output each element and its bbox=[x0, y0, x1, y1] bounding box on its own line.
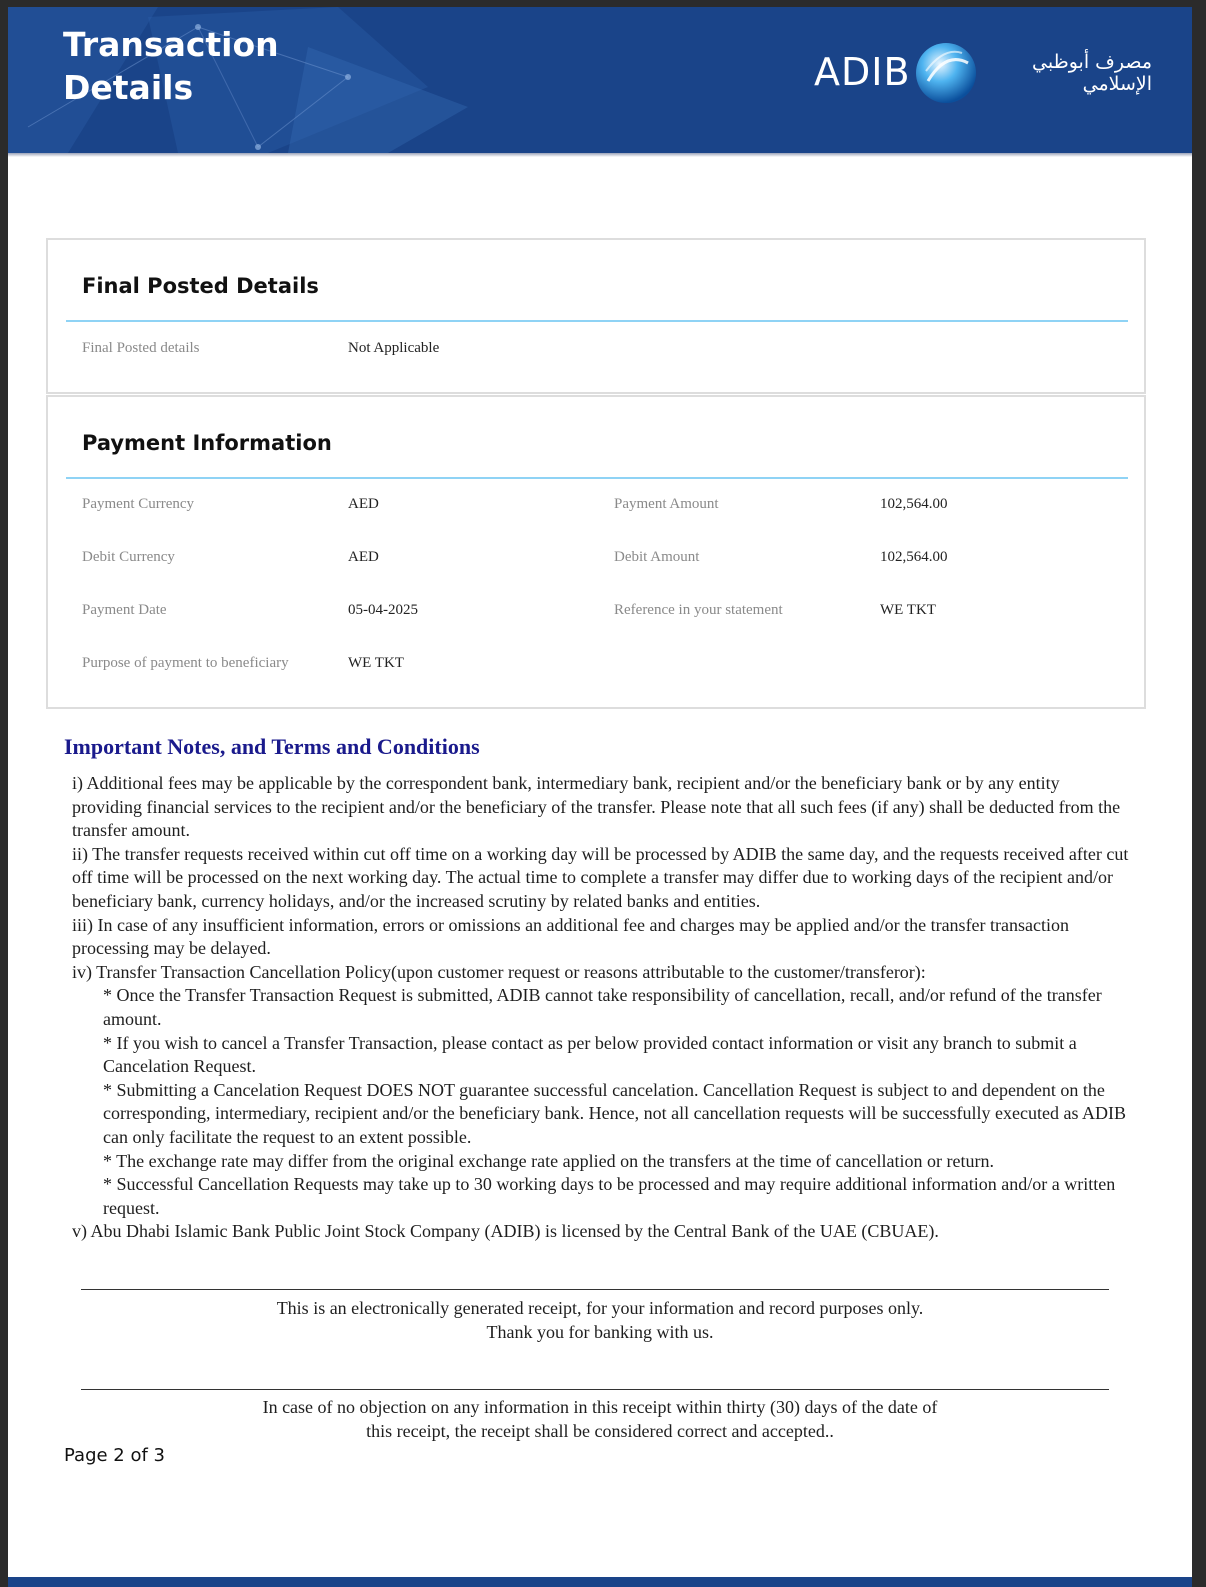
note-sub-item: * The exchange rate may differ from the original exchange rate applied on the transfers at the time of cancellation or return. bbox=[103, 1150, 994, 1171]
section-divider bbox=[66, 477, 1128, 479]
note-sub-item: * Submitting a Cancelation Request DOES NOT guarantee successful cancelation. Cancellation Request is subject to and dependent on the corresponding, intermediary, recipient and/or the beneficiary bank. Hence, not all cancellation requests will be successfully executed as ADIB can only facilitate the request to an extent possible. bbox=[103, 1079, 1126, 1147]
document-header bbox=[8, 7, 1192, 153]
field-label: Debit Amount bbox=[614, 549, 700, 565]
header-shadow bbox=[8, 153, 1192, 157]
field-label: Purpose of payment to beneficiary bbox=[82, 655, 289, 671]
note-sub-item: * If you wish to cancel a Transfer Transaction, please contact as per below provided contact information or visit any branch to submit a Cancelation Request. bbox=[103, 1032, 1077, 1077]
payment-info-card bbox=[46, 395, 1146, 709]
page-title-line1: Transaction bbox=[63, 25, 279, 64]
final-posted-card bbox=[46, 238, 1146, 394]
note-sub-item: * Successful Cancellation Requests may take up to 30 working days to be processed and may require additional information and/or a written request. bbox=[103, 1174, 1116, 1218]
page-number: Page 2 of 3 bbox=[64, 1445, 165, 1466]
logo-arabic-line1: مصرف أبوظبي bbox=[1032, 51, 1152, 73]
globe-icon bbox=[914, 41, 978, 105]
notes-body bbox=[72, 772, 1132, 1244]
receipt-notice-line1: This is an electronically generated receipt, for your information and record purposes only. bbox=[276, 1298, 924, 1318]
field-value: 102,564.00 bbox=[880, 549, 948, 565]
page-title-line2: Details bbox=[63, 68, 194, 107]
objection-notice-line1: In case of no objection on any information in this receipt within thirty (30) days of the date of bbox=[262, 1397, 938, 1417]
field-label: Reference in your statement bbox=[614, 602, 783, 618]
field-value: 102,564.00 bbox=[880, 496, 948, 512]
logo-text: ADIB bbox=[814, 50, 911, 94]
footer-bar bbox=[8, 1577, 1192, 1587]
viewer-border-left bbox=[0, 0, 8, 1587]
field-label: Payment Amount bbox=[614, 496, 719, 512]
section-divider bbox=[66, 320, 1128, 322]
viewer-border-right bbox=[1192, 0, 1206, 1587]
objection-notice-line2: this receipt, the receipt shall be considered correct and accepted.. bbox=[366, 1421, 834, 1441]
note-item: v) Abu Dhabi Islamic Bank Public Joint Stock Company (ADIB) is licensed by the Central Bank of the UAE (CBUAE). bbox=[72, 1221, 939, 1242]
logo-arabic-line2: الإسلامي bbox=[1082, 73, 1152, 95]
note-item: ii) The transfer requests received within cut off time on a working day will be processed by ADIB the same day, and the requests received after cut off time will be processed on the next working day. The actual time to complete a transfer may differ due to working days of the recipient and/or beneficiary bank, currency holidays, and/or the increased scrutiny by related banks and entities. bbox=[72, 843, 1129, 911]
note-item: iv) Transfer Transaction Cancellation Policy(upon customer request or reasons attributable to the customer/transferor): bbox=[72, 961, 926, 982]
field-label: Payment Currency bbox=[82, 496, 195, 512]
payment-info-title: Payment Information bbox=[82, 431, 332, 455]
notes-title: Important Notes, and Terms and Conditions bbox=[64, 734, 480, 759]
footer-divider bbox=[81, 1389, 1109, 1390]
note-item: i) Additional fees may be applicable by the correspondent bank, intermediary bank, recipient and/or the beneficiary bank or by any entity providing financial services to the recipient and/or the beneficiary of the transfer. Please note that all such fees (if any) shall be deducted from the transfer amount. bbox=[72, 773, 1121, 841]
page-title bbox=[63, 23, 323, 109]
note-sub-item: * Once the Transfer Transaction Request is submitted, ADIB cannot take responsibility of cancellation, recall, and/or refund of the transfer amount. bbox=[103, 985, 1102, 1029]
field-label: Final Posted details bbox=[82, 340, 200, 356]
final-posted-title: Final Posted Details bbox=[82, 274, 319, 298]
field-value: 05-04-2025 bbox=[348, 602, 418, 618]
field-value: AED bbox=[348, 496, 379, 512]
document-page bbox=[8, 7, 1192, 1587]
field-value: WE TKT bbox=[348, 655, 404, 671]
field-value: WE TKT bbox=[880, 602, 936, 618]
receipt-notice bbox=[8, 1296, 1192, 1344]
footer-divider bbox=[81, 1289, 1109, 1290]
viewer-border-top bbox=[0, 0, 1206, 7]
field-value: Not Applicable bbox=[348, 340, 440, 356]
note-item: iii) In case of any insufficient information, errors or omissions an additional fee and charges may be applied and/or the transfer transaction processing may be delayed. bbox=[72, 914, 1070, 959]
logo-arabic bbox=[992, 51, 1152, 95]
field-label: Debit Currency bbox=[82, 549, 175, 565]
field-label: Payment Date bbox=[82, 602, 167, 618]
field-value: AED bbox=[348, 549, 379, 565]
objection-notice bbox=[8, 1395, 1192, 1443]
receipt-notice-line2: Thank you for banking with us. bbox=[486, 1322, 714, 1342]
